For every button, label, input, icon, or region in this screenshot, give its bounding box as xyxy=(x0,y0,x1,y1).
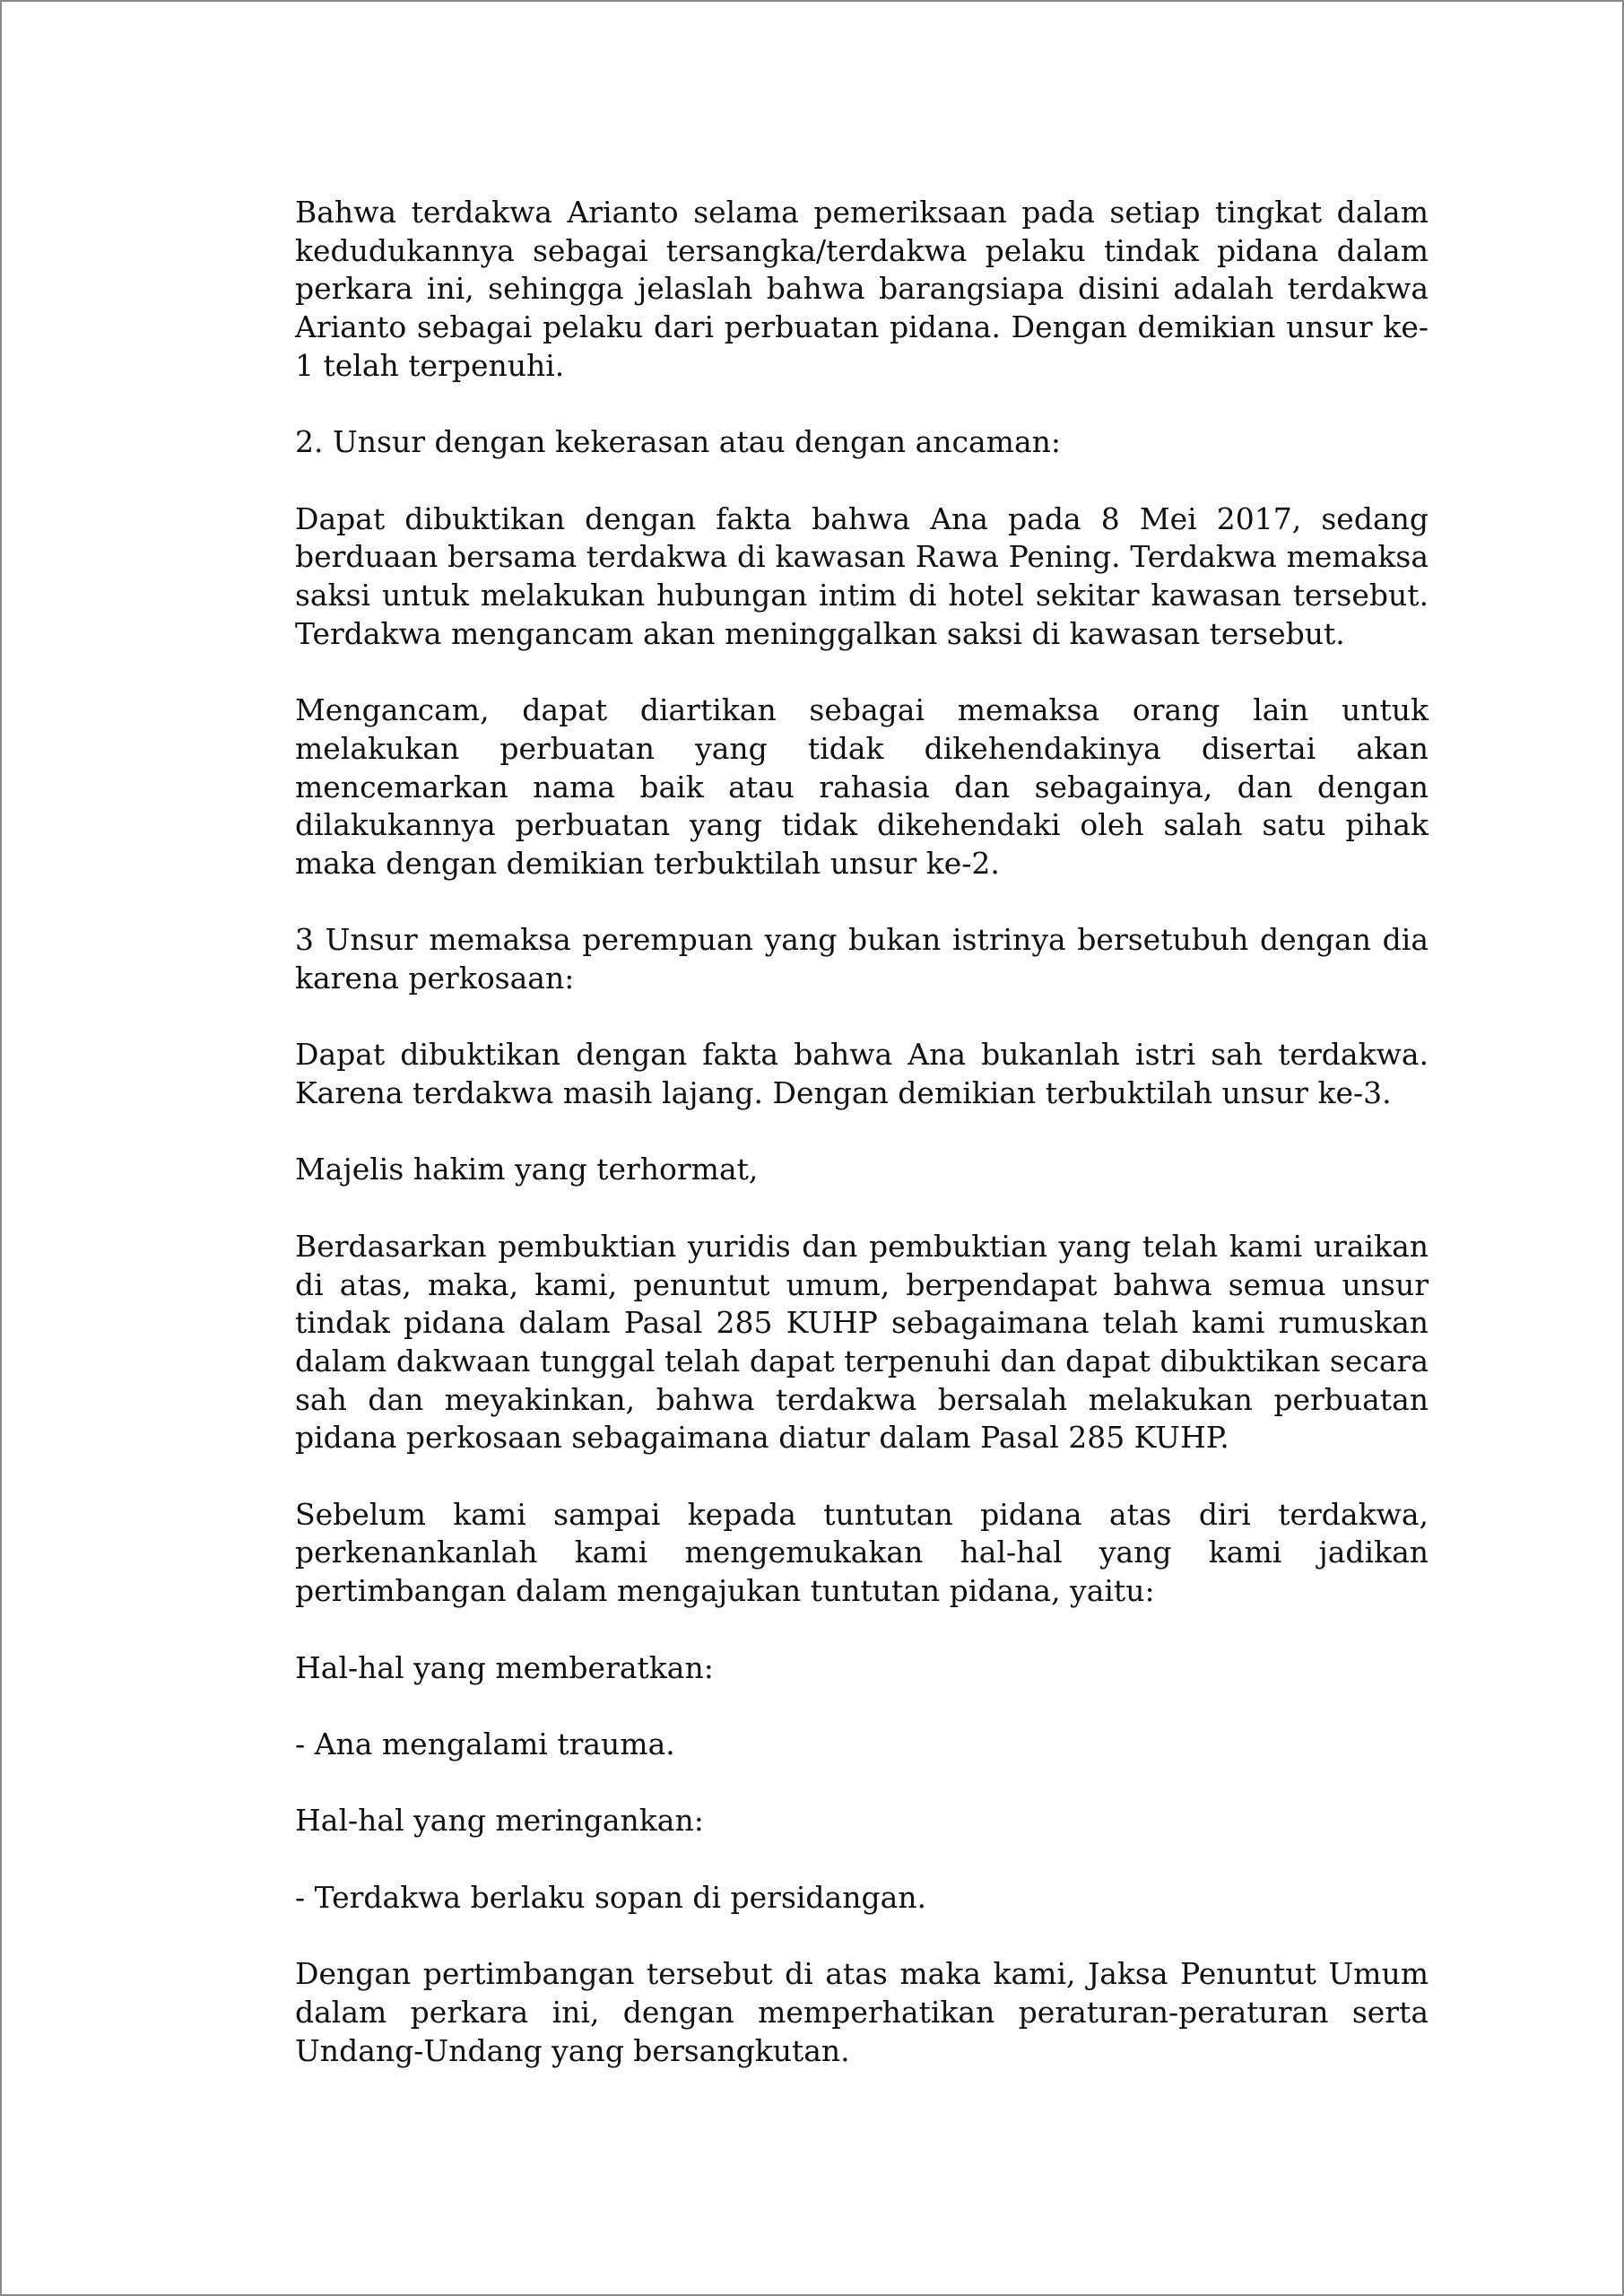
heading-unsur-2: 2. Unsur dengan kekerasan atau dengan ancaman: xyxy=(295,424,1062,460)
paragraph-conclusion: Berdasarkan pembuktian yuridis dan pembuktian yang telah kami uraikan di atas, maka, kami, penuntut umum, berpendapat bahwa semua unsur tindak pidana dalam Pasal 285 KUHP sebagaimana telah kami rumuskan dalam dakwaan tunggal telah dapat terpenuhi dan dapat dibuktikan secara sah dan meyakinkan, bahwa terdakwa bersalah melakukan perbuatan pidana perkosaan sebagaimana diatur dalam Pasal 285 KUHP. xyxy=(295,1228,1429,1456)
heading-mitigating: Hal-hal yang meringankan: xyxy=(295,1803,704,1839)
list-item-mitigating: - Terdakwa berlaku sopan di persidangan. xyxy=(295,1879,927,1915)
heading-unsur-3: 3 Unsur memaksa perempuan yang bukan istrinya bersetubuh dengan dia karena perkosaan: xyxy=(295,922,1429,996)
list-item-aggravating: - Ana mengalami trauma. xyxy=(295,1726,675,1761)
paragraph-closing: Dengan pertimbangan tersebut di atas maka kami, Jaksa Penuntut Umum dalam perkara ini, dengan memperhatikan peraturan-peraturan serta Undang-Undang yang bersangkutan. xyxy=(295,1956,1429,2068)
salutation: Majelis hakim yang terhormat, xyxy=(295,1152,759,1187)
paragraph-unsur-1-conclusion: Bahwa terdakwa Arianto selama pemeriksaan pada setiap tingkat dalam kedudukannya sebagai tersangka/terdakwa pelaku tindak pidana dalam perkara ini, sehingga jelaslah bahwa barangsiapa disini adalah terdakwa Arianto sebagai pelaku dari perbuatan pidana. Dengan demikian unsur ke-1 telah terpenuhi. xyxy=(295,195,1429,383)
paragraph-considerations-intro: Sebelum kami sampai kepada tuntutan pidana atas diri terdakwa, perkenankanlah kami mengemukakan hal-hal yang kami jadikan pertimbangan dalam mengajukan tuntutan pidana, yaitu: xyxy=(295,1496,1429,1609)
paragraph-unsur-3-facts: Dapat dibuktikan dengan fakta bahwa Ana bukanlah istri sah terdakwa. Karena terdakwa masih lajang. Dengan demikian terbuktilah unsur ke-3. xyxy=(295,1037,1429,1111)
heading-aggravating: Hal-hal yang memberatkan: xyxy=(295,1649,714,1685)
document-body xyxy=(295,194,1429,2109)
paragraph-unsur-2-definition: Mengancam, dapat diartikan sebagai memaksa orang lain untuk melakukan perbuatan yang tidak dikehendakinya disertai akan mencemarkan nama baik atau rahasia dan sebagainya, dan dengan dilakukannya perbuatan yang tidak dikehendaki oleh salah satu pihak maka dengan demikian terbuktilah unsur ke-2. xyxy=(295,692,1429,881)
paragraph-unsur-2-facts: Dapat dibuktikan dengan fakta bahwa Ana pada 8 Mei 2017, sedang berduaan bersama terdakwa di kawasan Rawa Pening. Terdakwa memaksa saksi untuk melakukan hubungan intim di hotel sekitar kawasan tersebut. Terdakwa mengancam akan meninggalkan saksi di kawasan tersebut. xyxy=(295,500,1429,651)
